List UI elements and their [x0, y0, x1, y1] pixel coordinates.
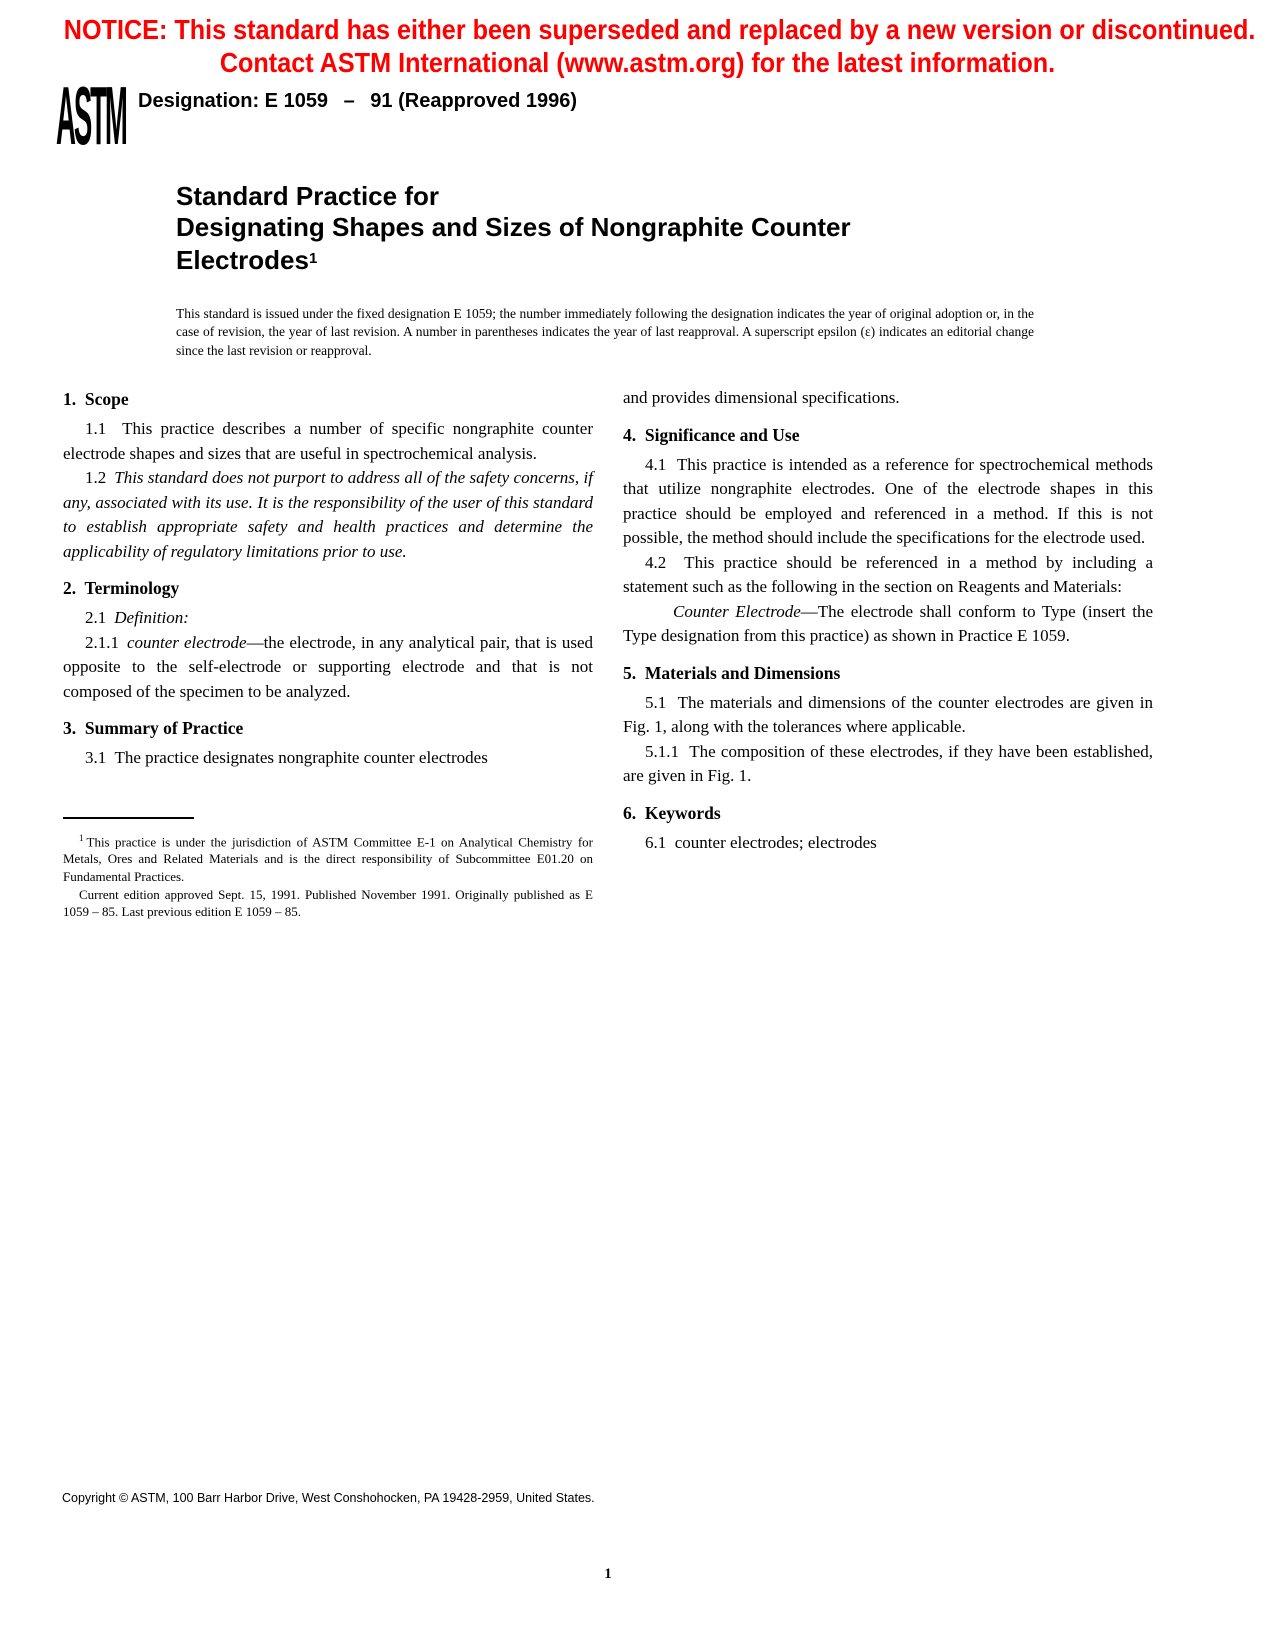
page-title-word: Electrodes	[176, 245, 309, 275]
quote-text: —The electrode shall conform to Type (insert the Type designation from this practice) as shown in Practice E 1059.	[623, 601, 1153, 645]
body-columns	[63, 386, 1153, 921]
page-title-line-3	[176, 243, 851, 276]
paragraph-number: 2.1.1	[85, 632, 119, 652]
paragraph-4-2: 4.2 This practice should be referenced in a method by including a statement such as the following in the section on Reagents and Materials:	[623, 552, 1153, 596]
paragraph-2-1-1-text: —the electrode, in any analytical pair, that is used opposite to the self-electrode or supporting electrode and that is not composed of the specimen to be analyzed.	[63, 632, 593, 701]
section-heading-scope: 1. Scope	[63, 389, 129, 409]
masthead	[56, 68, 578, 166]
copyright-line: Copyright © ASTM, 100 Barr Harbor Drive, West Conshohocken, PA 19428-2959, United States.	[62, 1491, 595, 1505]
footnote-1	[63, 830, 593, 886]
paragraph-1-2	[63, 466, 593, 564]
paragraph-1-2-italic: This standard does not purport to address all of the safety concerns, if any, associated with its use. It is the responsibility of the user of this standard to establish appropriate safety and health practices and determine the applicability of regulatory limitations prior to use.	[63, 468, 593, 561]
astm-logo-letters: ASTM	[56, 68, 126, 163]
page-number: 1	[604, 1566, 612, 1582]
footnote-edition: Current edition approved Sept. 15, 1991. Published November 1991. Originally published as E 1059 – 85. Last previous edition E 1059 – 85.	[63, 886, 593, 920]
paragraph-5-1: 5.1 The materials and dimensions of the counter electrodes are given in Fig. 1, along with the tolerances where applicable.	[623, 692, 1153, 736]
quote-term-italic: Counter Electrode	[673, 601, 801, 621]
notice-line-2: Contact ASTM International (www.astm.org) for the latest information.	[219, 47, 1056, 78]
paragraph-number: 1.2	[85, 468, 107, 487]
paragraph-5-1-1: 5.1.1 The composition of these electrodes, if they have been established, are given in Fig. 1.	[623, 741, 1153, 785]
footnote-rule	[63, 817, 194, 819]
paragraph-2-1-1	[63, 631, 593, 705]
page-title-line-2: Designating Shapes and Sizes of Nongraphite Counter	[176, 212, 851, 242]
paragraph-quote	[623, 600, 1153, 649]
right-column	[623, 386, 1153, 921]
paragraph-2-1-italic: Definition:	[114, 608, 189, 627]
section-heading-materials: 5. Materials and Dimensions	[623, 662, 841, 683]
section-heading-terminology: 2. Terminology	[63, 578, 180, 598]
paragraph-1-1: 1.1 This practice describes a number of specific nongraphite counter electrode shapes and sizes that are useful in spectrochemical analysis.	[63, 419, 593, 463]
paragraph-6-1: 6.1 counter electrodes; electrodes	[645, 832, 877, 852]
paragraph-3-1-continuation: and provides dimensional specifications.	[623, 388, 900, 407]
footnote-1-text: This practice is under the jurisdiction of ASTM Committee E-1 on Analytical Chemistry for Metals, Ores and Related Materials and is the direct responsibility of Subcommittee E01.20 on Fundamental Practices.	[63, 833, 593, 885]
section-heading-keywords: 6. Keywords	[623, 802, 721, 823]
footnote-block	[63, 817, 593, 921]
defined-term-italic: counter electrode	[127, 632, 247, 652]
footnote-ref: 1	[79, 832, 84, 843]
paragraph-2-1	[63, 606, 593, 631]
notice-line-1: NOTICE: This standard has either been superseded and replaced by a new version or discontinued.	[63, 14, 1256, 45]
section-heading-significance: 4. Significance and Use	[623, 424, 800, 445]
designation-text: Designation: E 1059 – 91 (Reapproved 1996)	[138, 90, 578, 112]
page-title-line-1: Standard Practice for	[176, 181, 439, 211]
left-column	[63, 386, 593, 921]
issue-statement: This standard is issued under the fixed designation E 1059; the number immediately following the designation indicates the year of original adoption or, in the case of revision, the year of last revision. A number in parentheses indicates the year of last reapproval. A superscript epsilon (ε) indicates an editorial change since the last revision or reapproval.	[176, 305, 1034, 358]
supersession-notice	[63, 13, 1256, 79]
title-block	[176, 181, 851, 276]
astm-logo-icon	[56, 68, 126, 166]
paragraph-4-1: 4.1 This practice is intended as a reference for spectrochemical methods that utilize nongraphite electrodes. One of the electrode shapes in this practice should be employed and referenced in a method. If this is not possible, the method should include the specifications for the electrode used.	[623, 454, 1153, 547]
paragraph-3-1: 3.1 The practice designates nongraphite counter electrodes	[85, 748, 488, 767]
paragraph-number: 2.1	[85, 608, 107, 627]
section-heading-summary: 3. Summary of Practice	[63, 718, 244, 738]
title-footnote-ref: 1	[308, 250, 318, 267]
